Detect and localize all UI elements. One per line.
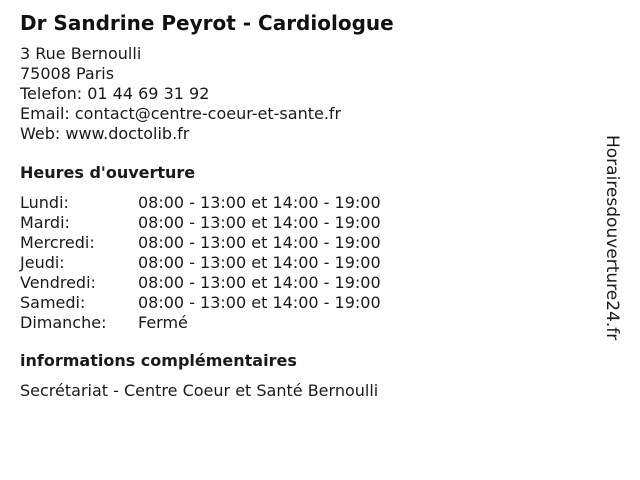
- hours-row-mercredi: [20, 233, 600, 253]
- day-label: Samedi:: [20, 293, 86, 312]
- opening-hours-heading: Heures d'ouverture: [20, 163, 196, 182]
- day-hours: Fermé: [138, 313, 188, 332]
- phone-line: Telefon: 01 44 69 31 92: [20, 84, 210, 103]
- hours-row-dimanche: [20, 313, 600, 333]
- city-postcode: 75008 Paris: [20, 64, 115, 83]
- day-label: Mercredi:: [20, 233, 95, 252]
- day-label: Dimanche:: [20, 313, 107, 332]
- additional-info-text: Secrétariat - Centre Coeur et Santé Bernoulli: [20, 381, 379, 400]
- web-line: Web: www.doctolib.fr: [20, 124, 190, 143]
- additional-info-heading: informations complémentaires: [20, 351, 297, 370]
- day-label: Jeudi:: [20, 253, 65, 272]
- day-hours: 08:00 - 13:00 et 14:00 - 19:00: [138, 293, 381, 312]
- hours-row-vendredi: [20, 273, 600, 293]
- day-hours: 08:00 - 13:00 et 14:00 - 19:00: [138, 193, 381, 212]
- hours-row-lundi: [20, 193, 600, 213]
- street-address: 3 Rue Bernoulli: [20, 44, 142, 63]
- hours-row-samedi: [20, 293, 600, 313]
- day-hours: 08:00 - 13:00 et 14:00 - 19:00: [138, 253, 381, 272]
- day-label: Mardi:: [20, 213, 70, 232]
- site-watermark: Horairesdouverture24.fr: [602, 135, 622, 341]
- address-block: [20, 44, 600, 144]
- day-hours: 08:00 - 13:00 et 14:00 - 19:00: [138, 273, 381, 292]
- day-label: Lundi:: [20, 193, 69, 212]
- hours-row-mardi: [20, 213, 600, 233]
- page-title: Dr Sandrine Peyrot - Cardiologue: [20, 11, 394, 35]
- opening-hours-table: [20, 193, 600, 333]
- day-label: Vendredi:: [20, 273, 96, 292]
- email-line: Email: contact@centre-coeur-et-sante.fr: [20, 104, 342, 123]
- business-card: [20, 10, 600, 401]
- day-hours: 08:00 - 13:00 et 14:00 - 19:00: [138, 213, 381, 232]
- day-hours: 08:00 - 13:00 et 14:00 - 19:00: [138, 233, 381, 252]
- hours-row-jeudi: [20, 253, 600, 273]
